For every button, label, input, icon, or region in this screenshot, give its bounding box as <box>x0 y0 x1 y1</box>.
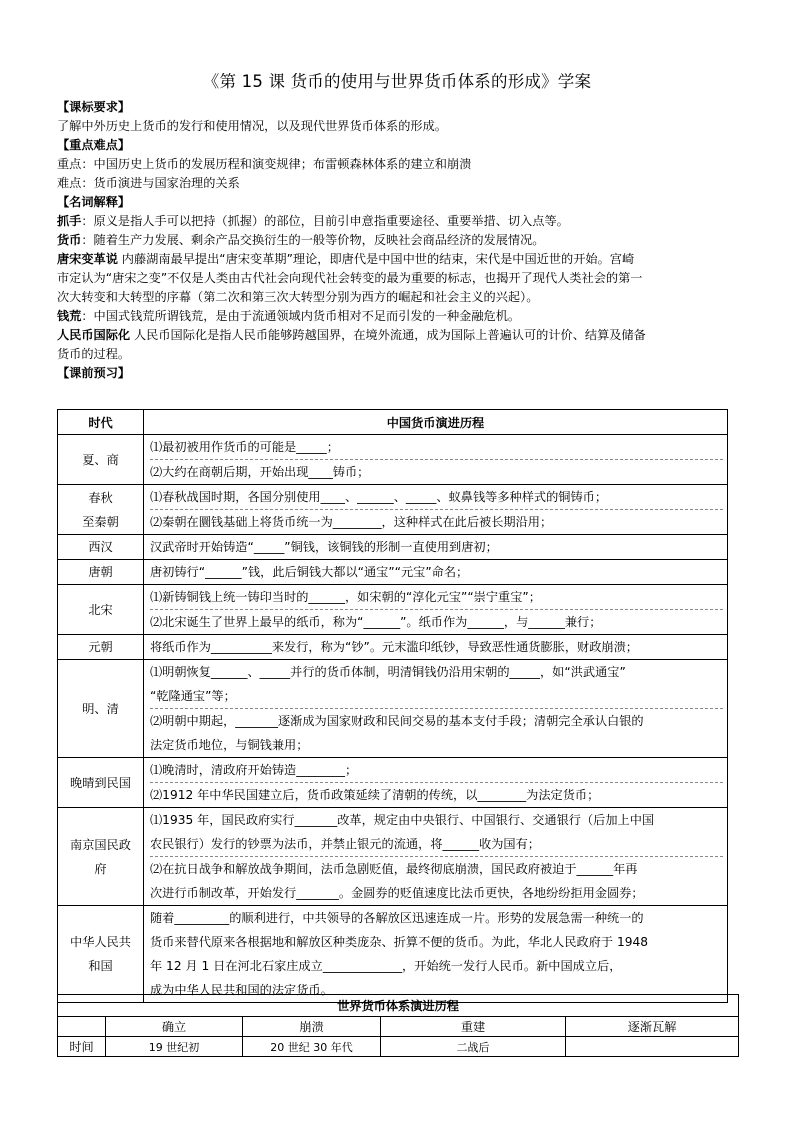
term-label: 钱荒 <box>57 309 82 323</box>
content-line: ⑵大约在商朝后期，开始出现____铸币； <box>150 459 723 484</box>
term-text: ：原义是指人手可以把持（抓握）的部位，目前引申意指重要途径、重要举措、切入点等。 <box>81 214 569 228</box>
content-line: ⑴1935 年，国民政府实行_______改革，规定由中央银行、中国银行、交通银行（后加上中国 <box>150 813 655 827</box>
world-time-row <box>58 1037 739 1057</box>
world-table-title: 世界货币体系演进历程 <box>58 995 739 1017</box>
china-currency-table <box>57 409 728 1003</box>
term-rmb-line2: 货币的过程。 <box>57 347 131 361</box>
content-line: ⑵北宋诞生了世界上最早的纸币，称为“______”。纸币作为______，与______兼行； <box>150 609 723 634</box>
world-header-cell: 逐渐瓦解 <box>566 1017 739 1037</box>
world-time-cell: 二战后 <box>381 1037 566 1057</box>
content-line: ⑵秦朝在圜钱基础上将货币统一为________，这种样式在此后被长期沿用； <box>150 509 723 534</box>
content-line: “乾隆通宝”等； <box>150 689 236 703</box>
content-line: ⑴晚清时，清政府开始铸造________； <box>150 763 358 777</box>
content-line: ⑴春秋战国时期，各国分别使用____、______、_____、蚁鼻钱等多种样式的铜铸币； <box>150 490 608 504</box>
term-zhuashou <box>57 212 747 231</box>
content-line: ⑴新铸铜钱上统一铸印当时的______，如宋朝的“淳化元宝”“崇宁重宝”； <box>150 590 541 604</box>
term-qianhuang <box>57 307 747 326</box>
content-line: 成为中华人民共和国的法定货币。 <box>150 983 333 997</box>
content-cell <box>144 585 728 635</box>
world-title-row <box>58 995 739 1017</box>
era-cell: 明、清 <box>58 660 144 758</box>
era-cell: 南京国民政 府 <box>58 808 144 906</box>
content-line: ⑴最初被用作货币的可能是_____； <box>150 440 339 454</box>
era-cell: 夏、商 <box>58 435 144 485</box>
world-header-cell: 崩溃 <box>243 1017 381 1037</box>
content-line: 随着_________的顺利进行，中共领导的各解放区迅速连成一片。形势的发展急需一种统一的 <box>150 911 644 925</box>
table-row <box>58 808 728 906</box>
content-line: 货币来替代原来各根据地和解放区种类庞杂、折算不便的货币。为此，华北人民政府于 1948 <box>150 935 649 949</box>
era-cell: 晚晴到民国 <box>58 758 144 808</box>
world-row-label: 时间 <box>58 1037 106 1057</box>
content-line: 次进行币制改革，开始发行_______。金圆券的贬值速度比法币更快，各地纷纷拒用金圆券； <box>150 886 644 900</box>
content-line: ⑴明朝恢复______、_____并行的货币体制，明清铜钱仍沿用宋朝的_____，如“洪武通宝” <box>150 665 626 679</box>
content-line: ⑵1912 年中华民国建立后，货币政策延续了清朝的传统，以________为法定货币； <box>150 782 723 807</box>
term-rmb <box>57 326 747 345</box>
world-header-row <box>58 1017 739 1037</box>
term-text: ：中国式钱荒所谓钱荒，是由于流通领域内货币相对不足而引发的一种金融危机。 <box>81 309 521 323</box>
content-cell <box>144 906 728 1003</box>
content-cell <box>144 758 728 808</box>
table-row <box>58 535 728 560</box>
table-row <box>58 560 728 585</box>
era-cell: 北宋 <box>58 585 144 635</box>
header-era: 时代 <box>58 410 144 435</box>
mingci-heading: 【名词解释】 <box>57 195 131 209</box>
world-time-cell: 20 世纪 30 年代 <box>243 1037 381 1057</box>
world-header-cell: 确立 <box>106 1017 243 1037</box>
content-cell <box>144 560 728 585</box>
table-row <box>58 660 728 758</box>
table-row <box>58 758 728 808</box>
world-header-cell: 重建 <box>381 1017 566 1037</box>
term-text: ：随着生产力发展、剩余产品交换衍生的一般等价物，反映社会商品经济的发展情况。 <box>81 233 545 247</box>
content-cell <box>144 808 728 906</box>
content-line: 法定货币地位，与铜钱兼用； <box>150 738 309 752</box>
term-text: 内藤湖南最早提出“唐宋变革期”理论，即唐代是中国中世的结束，宋代是中国近世的开始。宫崎 <box>117 252 635 266</box>
table-row <box>58 585 728 635</box>
term-tangsong-line2: 市定认为“唐宋之变”不仅是人类由古代社会向现代社会转变的最为重要的标志，也揭开了现代人类社会的第一 <box>57 271 643 285</box>
world-time-cell: 19 世纪初 <box>106 1037 243 1057</box>
content-cell <box>144 535 728 560</box>
term-tangsong <box>57 250 747 269</box>
era-cell: 西汉 <box>58 535 144 560</box>
yuxi-heading: 【课前预习】 <box>57 366 131 380</box>
table-header-row <box>58 410 728 435</box>
era-cell: 唐朝 <box>58 560 144 585</box>
difficulty-text: 难点：货币演进与国家治理的关系 <box>57 176 240 190</box>
content-line: 农民银行）发行的钞票为法币，并禁止银元的流通，将______收为国有； <box>150 837 540 851</box>
content-line: ⑵在抗日战争和解放战争期间，法币急剧贬值，最终彻底崩溃，国民政府被迫于______年再 <box>150 856 723 881</box>
kebiao-heading: 【课标要求】 <box>57 100 131 114</box>
term-label: 抓手 <box>57 214 82 228</box>
era-cell: 春秋 至秦朝 <box>58 485 144 535</box>
world-header-cell <box>58 1017 106 1037</box>
content-cell <box>144 660 728 758</box>
content-line: 将纸币作为__________来发行，称为“钞”。元末滥印纸钞，导致恶性通货膨胀，财政崩溃； <box>150 640 638 654</box>
term-text: 人民币国际化是指人民币能够跨越国界，在境外流通，成为国际上普遍认可的计价、结算及储备 <box>130 328 646 342</box>
table-row <box>58 485 728 535</box>
table-row <box>58 906 728 1003</box>
era-cell: 元朝 <box>58 635 144 660</box>
kebiao-text: 了解中外历史上货币的发行和使用情况，以及现代世界货币体系的形成。 <box>57 119 447 133</box>
zhongdian-heading: 【重点难点】 <box>57 138 131 152</box>
term-label: 货币 <box>57 233 82 247</box>
era-cell: 中华人民共 和国 <box>58 906 144 1003</box>
term-label: 唐宋变革说 <box>57 252 118 266</box>
world-currency-table <box>57 994 739 1057</box>
term-label: 人民币国际化 <box>57 328 131 342</box>
table-row <box>58 635 728 660</box>
content-line: 唐初铸行“______”钱，此后铜钱大都以“通宝”“元宝”命名； <box>150 565 469 579</box>
term-huobi <box>57 231 747 250</box>
term-tangsong-line3: 次大转变和大转型的序幕（第二次和第三次大转型分别为西方的崛起和社会主义的兴起）。 <box>57 290 539 304</box>
content-line: 年 12 月 1 日在河北石家庄成立_____________，开始统一发行人民币。新中国成立后， <box>150 959 622 973</box>
content-line: ⑵明朝中期起，_______逐渐成为国家财政和民间交易的基本支付手段；清朝完全承认白银的 <box>150 708 723 733</box>
content-cell <box>144 635 728 660</box>
table-row <box>58 435 728 485</box>
content-cell <box>144 435 728 485</box>
page-title: 《第 15 课 货币的使用与世界货币体系的形成》学案 <box>202 72 592 91</box>
key-point-text: 重点：中国历史上货币的发展历程和演变规律；布雷顿森林体系的建立和崩溃 <box>57 157 472 171</box>
header-title: 中国货币演进历程 <box>144 410 728 435</box>
content-line: 汉武帝时开始铸造“_____”铜钱，该铜钱的形制一直使用到唐初； <box>150 540 498 554</box>
content-cell <box>144 485 728 535</box>
world-time-cell <box>566 1037 739 1057</box>
